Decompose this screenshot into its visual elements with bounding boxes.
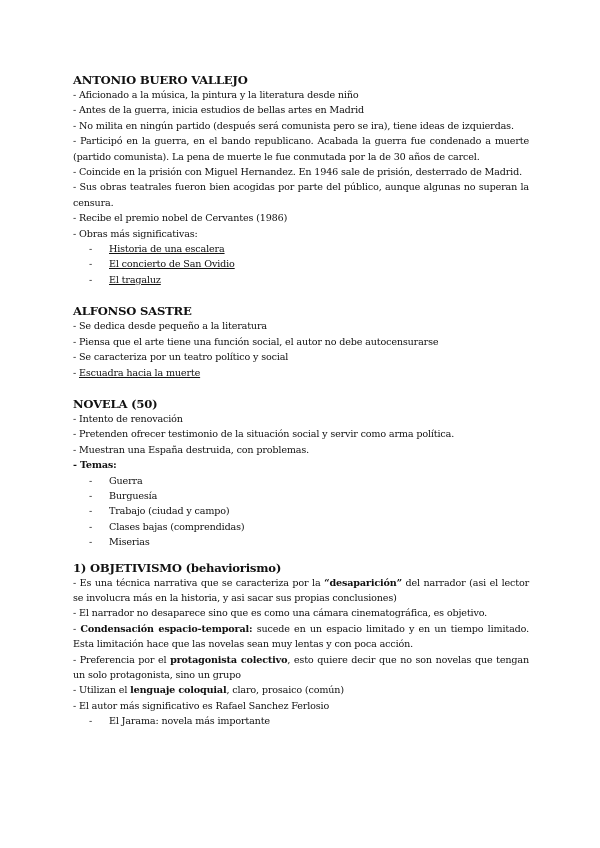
buero-line-3: - No milita en ningún partido (después será comunista pero se ira), tiene ideas de izquierdas. xyxy=(73,120,514,132)
tema-item-1 xyxy=(73,474,529,489)
sastre-line-1: - Se dedica desde pequeño a la literatura xyxy=(73,321,267,333)
tema-label: Clases bajas (comprendidas) xyxy=(109,521,245,533)
buero-line-5: - Coincide en la prisión con Miguel Hernandez. En 1946 sale de prisión, desterrado de Madrid. xyxy=(73,167,522,179)
bullet-dash: - xyxy=(89,716,93,728)
objetivismo-para-5 xyxy=(73,683,529,698)
text-run: - Es una técnica narrativa que se caracteriza por la xyxy=(73,577,325,589)
tema-item-4 xyxy=(73,520,529,535)
tema-item-5 xyxy=(73,535,529,550)
sub-item-label: El Jarama: novela más importante xyxy=(109,716,270,728)
bullet-dash: - xyxy=(89,244,93,256)
tema-label: Guerra xyxy=(109,475,143,487)
sastre-line-2: - Piensa que el arte tiene una función social, el autor no debe autocensurarse xyxy=(73,336,439,348)
novela-line-2: - Pretenden ofrecer testimonio de la situación social y servir como arma política. xyxy=(73,429,455,441)
bullet-dash: - xyxy=(89,506,93,518)
heading-buero-vallejo: ANTONIO BUERO VALLEJO xyxy=(73,73,248,87)
buero-line-7: - Recibe el premio nobel de Cervantes (1986) xyxy=(73,213,288,225)
bullet-dash: - xyxy=(89,274,93,286)
text-run: - Preferencia por el xyxy=(73,654,171,666)
sastre-line-4 xyxy=(73,366,529,381)
text-run: - Utilizan el xyxy=(73,685,131,697)
text-run: , esto quiere decir que no son novelas que tengan un solo protagonista, sino un grupo xyxy=(73,654,529,681)
text-run: sucede en un espacio limitado y en un tiempo limitado. Esta limitación hace que las novelas sean muy lentas y con poca acción. xyxy=(73,623,529,651)
work-title-link[interactable]: Escuadra hacia la muerte xyxy=(79,367,201,379)
bullet-dash: - xyxy=(89,537,93,549)
tema-label: Miserias xyxy=(109,537,150,549)
tema-item-2 xyxy=(73,489,529,504)
text-run: del narrador (asi el lector se involucra más en la historia, y asi sacar sus propias conclusiones) xyxy=(73,577,530,604)
objetivismo-sub-item xyxy=(73,714,529,729)
buero-line-8: - Obras más significativas: xyxy=(73,228,198,240)
work-title-link[interactable]: El concierto de San Ovidio xyxy=(109,259,235,271)
tema-label: Burguesía xyxy=(109,490,158,502)
bold-term: lenguaje coloquial xyxy=(130,685,227,697)
objetivismo-para-4 xyxy=(73,653,529,684)
bullet-dash: - xyxy=(89,475,93,487)
bullet-dash: - xyxy=(89,490,93,502)
bold-term: protagonista colectivo xyxy=(170,654,288,666)
novela-temas-label xyxy=(73,458,529,473)
buero-work-2 xyxy=(73,257,529,272)
buero-work-3 xyxy=(73,273,529,288)
bold-term: Condensación espacio-temporal: xyxy=(80,623,253,635)
sastre-line-3: - Se caracteriza por un teatro político y social xyxy=(73,352,289,364)
objetivismo-para-6: - El autor más significativo es Rafael Sanchez Ferlosio xyxy=(73,700,330,712)
bullet-dash: - xyxy=(89,521,93,533)
objetivismo-para-2: - El narrador no desaparece sino que es como una cámara cinematográfica, es objetivo. xyxy=(73,608,488,620)
heading-alfonso-sastre: ALFONSO SASTRE xyxy=(73,304,192,319)
tema-item-3 xyxy=(73,504,529,519)
work-title-link[interactable]: El tragaluz xyxy=(109,274,161,286)
buero-work-1 xyxy=(73,242,529,257)
text-run: , claro, prosaico (común) xyxy=(226,685,344,697)
buero-line-4: - Participó en la guerra, en el bando republicano. Acabada la guerra fue condenado a muerte (partido comunista). La pena de muerte le fue conmutada por la de 30 años de carcel. xyxy=(73,136,529,163)
heading-novela: NOVELA (50) xyxy=(73,396,158,411)
novela-line-1: - Intento de renovación xyxy=(73,413,183,425)
buero-line-1: - Aficionado a la música, la pintura y la literatura desde niño xyxy=(73,90,359,101)
objetivismo-para-1 xyxy=(73,576,529,607)
novela-line-3: - Muestran una España destruida, con problemas. xyxy=(73,444,310,456)
objetivismo-para-3 xyxy=(73,622,529,653)
buero-line-6: - Sus obras teatrales fueron bien acogidas por parte del público, aunque algunas no superan la censura. xyxy=(73,182,529,209)
heading-objetivismo: 1) OBJETIVISMO (behaviorismo) xyxy=(73,560,282,575)
text-run: - xyxy=(73,623,81,635)
tema-label: Trabajo (ciudad y campo) xyxy=(109,506,230,518)
sastre-work-prefix: - xyxy=(73,367,79,379)
bullet-dash: - xyxy=(89,259,93,271)
bold-term: “desaparición” xyxy=(324,577,402,589)
document-content xyxy=(73,72,529,730)
work-title-link[interactable]: Historia de una escalera xyxy=(109,244,225,256)
temas-label: - Temas: xyxy=(73,460,117,472)
buero-line-2: - Antes de la guerra, inicia estudios de bellas artes en Madrid xyxy=(73,105,364,117)
